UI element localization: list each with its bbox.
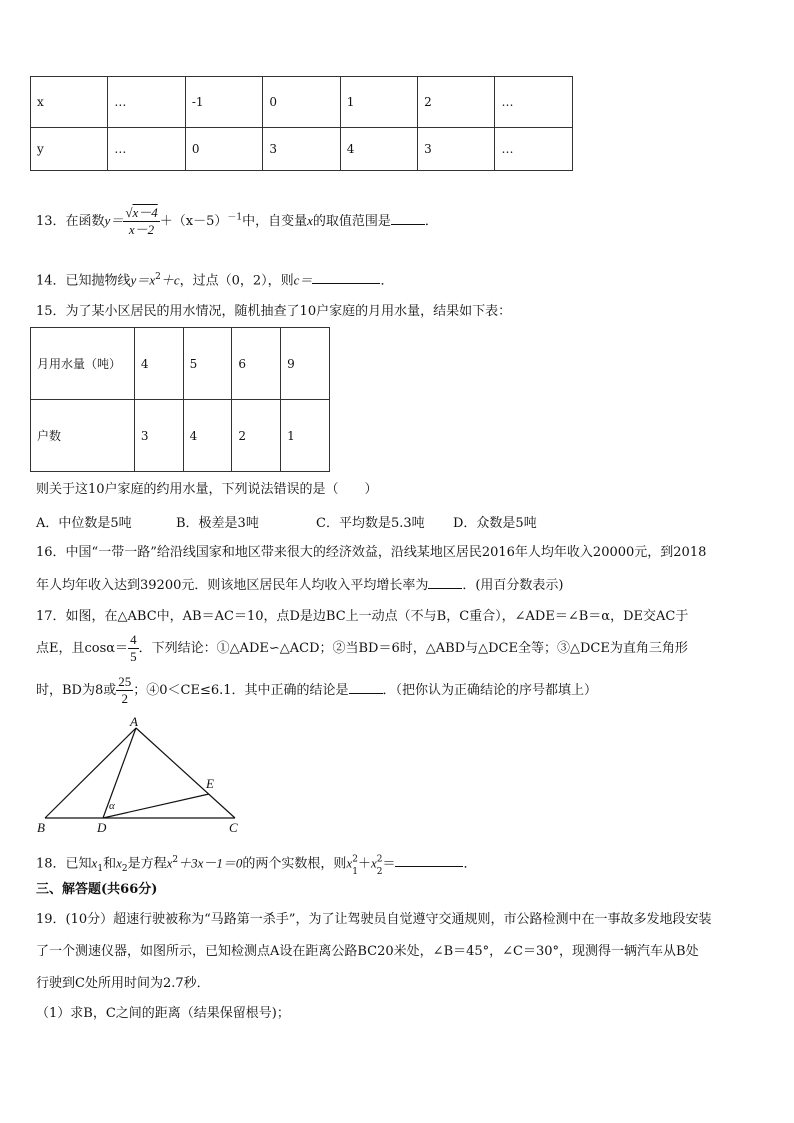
q13-mid: 中，自变量	[242, 214, 308, 229]
question-14	[36, 268, 393, 290]
q13-prefix: 13．在函数	[36, 214, 105, 229]
table-cell: 4	[340, 128, 417, 171]
label-alpha: α	[109, 800, 115, 812]
q14-prefix: 14．已知抛物线	[36, 273, 131, 289]
q13-end: 的取值范围是	[312, 214, 391, 229]
question-15-stem: 15．为了某小区居民的用水情况，随机抽查了10户家庭的月用水量，结果如下表：	[36, 304, 512, 319]
table-cell: …	[108, 128, 185, 171]
q18-eq: x	[166, 855, 173, 871]
label-a: A	[130, 714, 138, 729]
q17-frac1-den: 5	[130, 649, 137, 664]
q17-frac2-den: 2	[121, 691, 128, 706]
table-cell: 3	[263, 128, 340, 171]
q18-sub1: 1	[97, 863, 104, 874]
q14-exp: 2	[155, 272, 161, 282]
q14-c: c＝	[293, 272, 313, 288]
answer-blank[interactable]	[349, 681, 383, 694]
question-17-line1: 17．如图，在△ABC中，AB＝AC＝10，点D是边BC上一动点（不与B，C重合），∠ADE＝∠B＝α，DE交AC于	[36, 609, 689, 624]
q13-numerator: √x－4	[125, 205, 158, 220]
xy-table	[30, 76, 573, 171]
question-19-line3: 行驶到C处所用时间为2.7秒．	[36, 976, 210, 991]
segment-ad	[103, 728, 136, 818]
q17-frac2	[116, 674, 133, 707]
table-cell: 月用水量（吨）	[31, 328, 135, 400]
q18-is-root: 是方程	[127, 856, 167, 872]
table-row	[31, 328, 330, 400]
table-cell: …	[108, 77, 185, 128]
label-d: D	[97, 820, 107, 835]
table-cell: -1	[185, 77, 262, 128]
table-cell: 1	[281, 400, 330, 472]
q18-sum-b: x	[370, 855, 377, 871]
q13-y: y＝	[104, 213, 124, 228]
table-cell: 0	[185, 128, 262, 171]
q17-frac1-num: 4	[130, 632, 137, 647]
q17-frac2-num: 25	[118, 674, 132, 689]
q14-mid: ，过点（0，2），则	[179, 273, 294, 289]
q18-sum-a: x	[346, 855, 353, 871]
q14-dot: ．	[380, 273, 394, 289]
q18-x2: x	[116, 855, 122, 871]
q17-line2a: 点E，且cosα＝	[36, 641, 129, 656]
table-row	[31, 128, 573, 171]
water-table	[30, 327, 330, 472]
table-cell: 0	[263, 77, 340, 128]
option-d[interactable]: D．众数是5吨	[453, 516, 537, 531]
q18-eq-tail: ＋3x－1＝0	[178, 855, 243, 871]
question-17-line2	[36, 632, 688, 665]
q18-equals: ＝	[382, 856, 396, 872]
q17-line3c: ．（把你认为正确结论的序号都填上）	[382, 683, 598, 698]
question-15-options	[36, 512, 636, 530]
q18-sub-b: 2	[376, 867, 383, 878]
table-cell: 6	[232, 328, 281, 400]
table-cell: 4	[183, 400, 232, 472]
triangle-figure	[30, 712, 260, 842]
q17-line3a: 时，BD为8或	[36, 683, 117, 698]
question-15-question: 则关于这10户家庭的约用水量，下列说法错误的是（ ）	[36, 482, 378, 497]
table-cell: 4	[134, 328, 183, 400]
q14-expr2: ＋c	[160, 272, 180, 288]
q13-denominator: x－2	[128, 222, 155, 237]
label-c: C	[229, 820, 238, 835]
side-ab	[45, 728, 136, 818]
question-16-line2	[36, 576, 564, 595]
q14-expr: y＝x	[130, 272, 156, 288]
table-cell: x	[31, 77, 108, 128]
table-row	[31, 400, 330, 472]
q18-sq: 2	[172, 855, 179, 865]
q13-radicand: x－4	[132, 205, 158, 220]
q18-prefix: 18．已知	[36, 856, 92, 872]
q18-sq-a: 2	[352, 855, 358, 865]
segment-de	[103, 794, 209, 818]
q16-line2b: ．(用百分数表示)	[462, 578, 564, 593]
q16-line2a: 年人均年收入达到39200元．则该地区居民年人均收入平均增长率为	[36, 578, 429, 593]
side-ac	[136, 728, 235, 818]
question-18	[36, 851, 477, 878]
q18-sub-a: 1	[352, 867, 358, 878]
table-cell: …	[495, 77, 573, 128]
q18-x1: x	[91, 855, 98, 871]
table-cell: 3	[418, 128, 495, 171]
q13-var: x	[307, 213, 313, 228]
q18-and: 和	[103, 856, 117, 872]
answer-blank[interactable]	[428, 576, 462, 589]
option-a[interactable]: A．中位数是5吨	[36, 516, 132, 531]
question-17-line3	[36, 674, 597, 707]
answer-blank[interactable]	[395, 854, 463, 867]
label-e: E	[206, 776, 214, 791]
question-19-line2: 了一个测速仪器，如图所示，已知检测点A设在距离公路BC20米处，∠B＝45°，∠C＝30°，现测得一辆汽车从B处	[36, 944, 699, 959]
table-cell: …	[495, 128, 573, 171]
question-16-line1: 16．中国“一带一路”给沿线国家和地区带来很大的经济效益，沿线某地区居民2016年人均年收入20000元，到2018	[36, 545, 707, 560]
q18-plus: ＋	[357, 856, 371, 872]
q18-dot: ．	[463, 856, 477, 872]
answer-blank[interactable]	[312, 271, 380, 284]
table-cell: 9	[281, 328, 330, 400]
option-c[interactable]: C．平均数是5.3吨	[316, 516, 425, 531]
answer-blank[interactable]	[391, 212, 425, 225]
q18-mid: 的两个实数根，则	[242, 856, 347, 872]
q18-sq-b: 2	[376, 855, 383, 865]
table-cell: 2	[232, 400, 281, 472]
table-cell: 户数	[31, 400, 135, 472]
table-cell: 2	[418, 77, 495, 128]
table-row	[31, 77, 573, 128]
option-b[interactable]: B．极差是3吨	[176, 516, 259, 531]
q18-sub2: 2	[121, 863, 128, 874]
q13-exp: －1	[227, 212, 243, 223]
section-title: 三、解答题(共66分)	[36, 882, 158, 897]
q17-line3b: ；④0＜CE≤6.1．其中正确的结论是	[133, 683, 349, 698]
q13-fraction	[123, 205, 159, 238]
q17-frac1	[128, 632, 139, 665]
table-cell: y	[31, 128, 108, 171]
table-cell: 1	[340, 77, 417, 128]
table-cell: 5	[183, 328, 232, 400]
label-b: B	[37, 820, 45, 835]
question-19-sub1: （1）求B，C之间的距离（结果保留根号)；	[36, 1006, 290, 1021]
q17-line2b: ．下列结论：①△ADE∽△ACD；②当BD＝6时，△ABD与△DCE全等；③△DCE为直角三角形	[138, 641, 688, 656]
q13-tail: ＋（x－5）	[159, 214, 228, 229]
question-19-line1: 19．(10分）超速行驶被称为“马路第一杀手”，为了让驾驶员自觉遵守交通规则，市公路检测中在一事故多发地段安装	[36, 912, 712, 927]
q13-dot: ．	[424, 214, 438, 229]
table-cell: 3	[134, 400, 183, 472]
question-13	[36, 205, 438, 238]
